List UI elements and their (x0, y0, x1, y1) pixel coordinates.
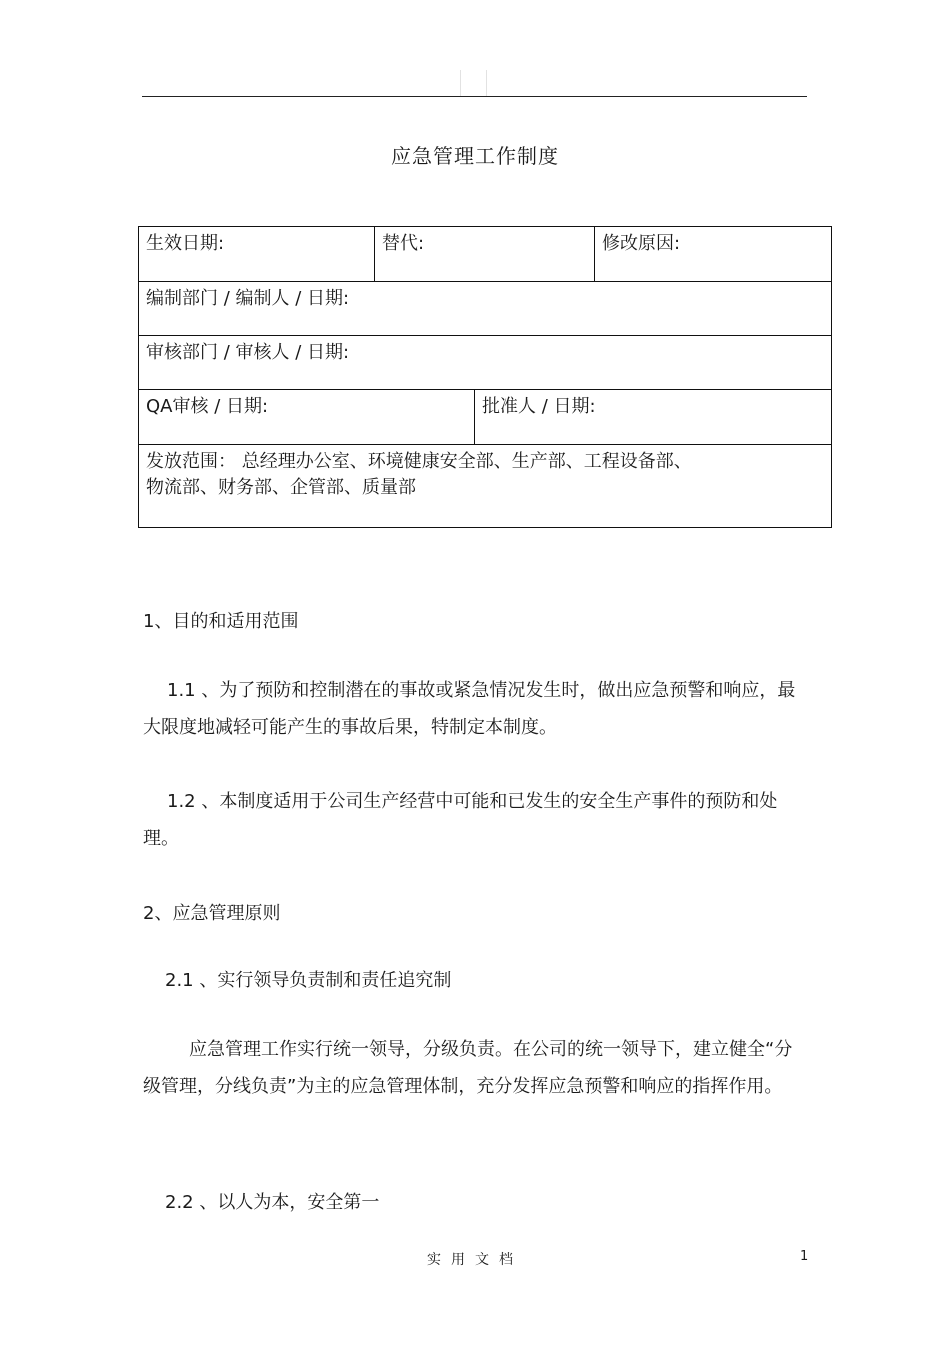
distribution-line: 发放范围： 总经理办公室、环境健康安全部、生产部、工程设备部、 (146, 451, 692, 472)
table-row (139, 227, 831, 282)
section-heading: 2、应急管理原则 (143, 903, 281, 924)
header-rule (142, 96, 807, 97)
header-mark (460, 70, 461, 96)
prepared-by-cell: 编制部门 / 编制人 / 日期: (146, 288, 350, 309)
approved-by-cell: 批准人 / 日期: (474, 390, 831, 444)
revision-reason-cell: 修改原因: (594, 227, 831, 281)
table-row (139, 282, 831, 336)
page-number: 1 (800, 1249, 809, 1264)
footer-label: 实用文档 (427, 1252, 523, 1268)
qa-review-cell: QA审核 / 日期: (146, 396, 269, 417)
document-info-table (138, 226, 832, 528)
reviewed-by-cell: 审核部门 / 审核人 / 日期: (146, 342, 350, 363)
table-row (139, 336, 831, 390)
paragraph: 1.1 、为了预防和控制潜在的事故或紧急情况发生时，做出应急预警和响应，最大限度地减轻可能产生的事故后果，特制定本制度。 (143, 680, 796, 738)
subsection-heading: 2.2 、以人为本，安全第一 (165, 1192, 380, 1213)
paragraph: 应急管理工作实行统一领导，分级负责。在公司的统一领导下，建立健全“分级管理，分线负责”为主的应急管理体制，充分发挥应急预警和响应的指挥作用。 (143, 1039, 793, 1097)
table-row (139, 445, 831, 527)
paragraph: 1.2 、本制度适用于公司生产经营中可能和已发生的安全生产事件的预防和处理。 (143, 791, 778, 849)
section-heading: 1、目的和适用范围 (143, 611, 299, 632)
header-mark (486, 70, 487, 96)
subsection-heading: 2.1 、实行领导负责制和责任追究制 (165, 970, 452, 991)
effective-date-cell: 生效日期: (146, 233, 225, 254)
distribution-line: 物流部、财务部、企管部、质量部 (146, 477, 416, 498)
replaces-cell: 替代: (374, 227, 594, 281)
distribution-cell (139, 445, 831, 527)
document-title: 应急管理工作制度 (391, 144, 559, 168)
table-row (139, 390, 831, 445)
